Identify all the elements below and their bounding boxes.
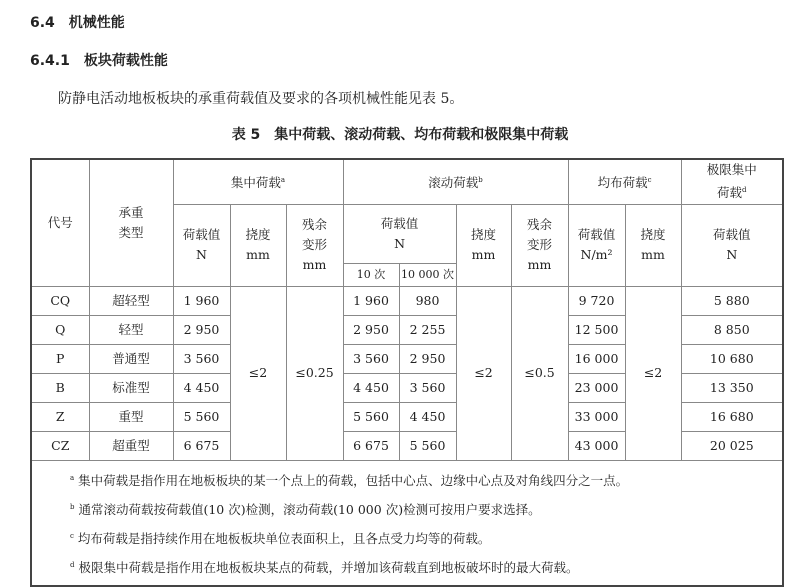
table-title: 表 5 集中荷载、滚动荷载、均布荷载和极限集中荷载 [231, 127, 569, 143]
header-conc-residual: 残余变形 mm [286, 204, 343, 286]
cell-type: 轻型 [89, 315, 173, 344]
section-heading: 6.4 机械性能 [30, 15, 125, 31]
cell-roll-10: 3 560 [343, 344, 399, 373]
cell-roll-10000: 2 255 [399, 315, 456, 344]
header-uniform: 均布荷载$^c$ [568, 159, 681, 204]
cell-conc-residual: ≤0.25 [286, 286, 343, 460]
cell-ult-load: 13 350 [681, 373, 783, 402]
cell-type: 标准型 [89, 373, 173, 402]
load-table [30, 158, 784, 587]
footnote-mark: c [70, 531, 74, 540]
footnote [70, 523, 782, 552]
cell-ult-load: 20 025 [681, 431, 783, 460]
cell-roll-10000: 4 450 [399, 402, 456, 431]
cell-roll-residual: ≤0.5 [511, 286, 568, 460]
footnote-mark: a [70, 473, 75, 482]
cell-roll-10: 2 950 [343, 315, 399, 344]
cell-uni-load: 9 720 [568, 286, 625, 315]
table-row [31, 286, 783, 315]
intro-paragraph: 防静电活动地板板块的承重荷载值及要求的各项机械性能见表 5。 [58, 91, 464, 107]
cell-ult-load: 5 880 [681, 286, 783, 315]
footnote-mark: b [70, 502, 75, 511]
cell-ult-load: 10 680 [681, 344, 783, 373]
cell-uni-deflection: ≤2 [625, 286, 681, 460]
cell-ult-load: 16 680 [681, 402, 783, 431]
header-ultimate: 极限集中荷载$^d$ [681, 159, 783, 204]
cell-conc-load: 4 450 [173, 373, 230, 402]
header-conc-load: 荷载值 N [173, 204, 230, 286]
header-code: 代号 [31, 159, 89, 286]
footnote-text: 极限集中荷载是指作用在地板板块某点的荷载，并增加该荷载直到地板破坏时的最大荷载。 [78, 560, 579, 576]
cell-type: 普通型 [89, 344, 173, 373]
cell-uni-load: 43 000 [568, 431, 625, 460]
cell-roll-10: 4 450 [343, 373, 399, 402]
cell-uni-load: 16 000 [568, 344, 625, 373]
footnote-text: 集中荷载是指作用在地板板块的某一个点上的荷载，包括中心点、边缘中心点及对角线四分之一点。 [78, 472, 629, 488]
footnotes [31, 460, 783, 586]
footnote [70, 552, 782, 581]
header-uni-load: 荷载值 N/m² [568, 204, 625, 286]
cell-roll-10: 1 960 [343, 286, 399, 315]
footnote-text: 均布荷载是指持续作用在地板板块单位表面积上，且各点受力均等的荷载。 [77, 530, 491, 546]
header-roll-load: 荷载值 N [343, 204, 456, 263]
header-roll-deflection: 挠度 mm [456, 204, 511, 286]
cell-ult-load: 8 850 [681, 315, 783, 344]
cell-type: 超轻型 [89, 286, 173, 315]
footnote-text: 通常滚动荷载按荷载值(10 次)检测，滚动荷载(10 000 次)检测可按用户要求选择。 [78, 501, 541, 517]
cell-uni-load: 23 000 [568, 373, 625, 402]
header-conc-deflection: 挠度 mm [230, 204, 286, 286]
cell-conc-deflection: ≤2 [230, 286, 286, 460]
cell-type: 重型 [89, 402, 173, 431]
cell-conc-load: 2 950 [173, 315, 230, 344]
cell-code: Z [31, 402, 89, 431]
cell-roll-10000: 2 950 [399, 344, 456, 373]
cell-uni-load: 33 000 [568, 402, 625, 431]
cell-code: CQ [31, 286, 89, 315]
cell-roll-deflection: ≤2 [456, 286, 511, 460]
cell-roll-10000: 980 [399, 286, 456, 315]
header-rolling: 滚动荷载$^b$ [343, 159, 568, 204]
cell-uni-load: 12 500 [568, 315, 625, 344]
header-ult-load: 荷载值 N [681, 204, 783, 286]
cell-conc-load: 5 560 [173, 402, 230, 431]
footnote [70, 494, 782, 523]
cell-code: B [31, 373, 89, 402]
cell-code: P [31, 344, 89, 373]
cell-type: 超重型 [89, 431, 173, 460]
cell-code: Q [31, 315, 89, 344]
header-10-times: 10 次 [343, 263, 399, 286]
cell-code: CZ [31, 431, 89, 460]
cell-roll-10000: 5 560 [399, 431, 456, 460]
footnote [70, 465, 782, 494]
header-roll-residual: 残余变形 mm [511, 204, 568, 286]
footnote-mark: d [70, 560, 75, 569]
header-10000-times: 10 000 次 [399, 263, 456, 286]
header-uni-deflection: 挠度 mm [625, 204, 681, 286]
header-type: 承重类型 [89, 159, 173, 286]
cell-roll-10: 6 675 [343, 431, 399, 460]
cell-conc-load: 6 675 [173, 431, 230, 460]
cell-conc-load: 1 960 [173, 286, 230, 315]
cell-roll-10000: 3 560 [399, 373, 456, 402]
subsection-heading: 6.4.1 板块荷载性能 [30, 53, 168, 69]
cell-conc-load: 3 560 [173, 344, 230, 373]
cell-roll-10: 5 560 [343, 402, 399, 431]
header-concentrated: 集中荷载$^a$ [173, 159, 343, 204]
